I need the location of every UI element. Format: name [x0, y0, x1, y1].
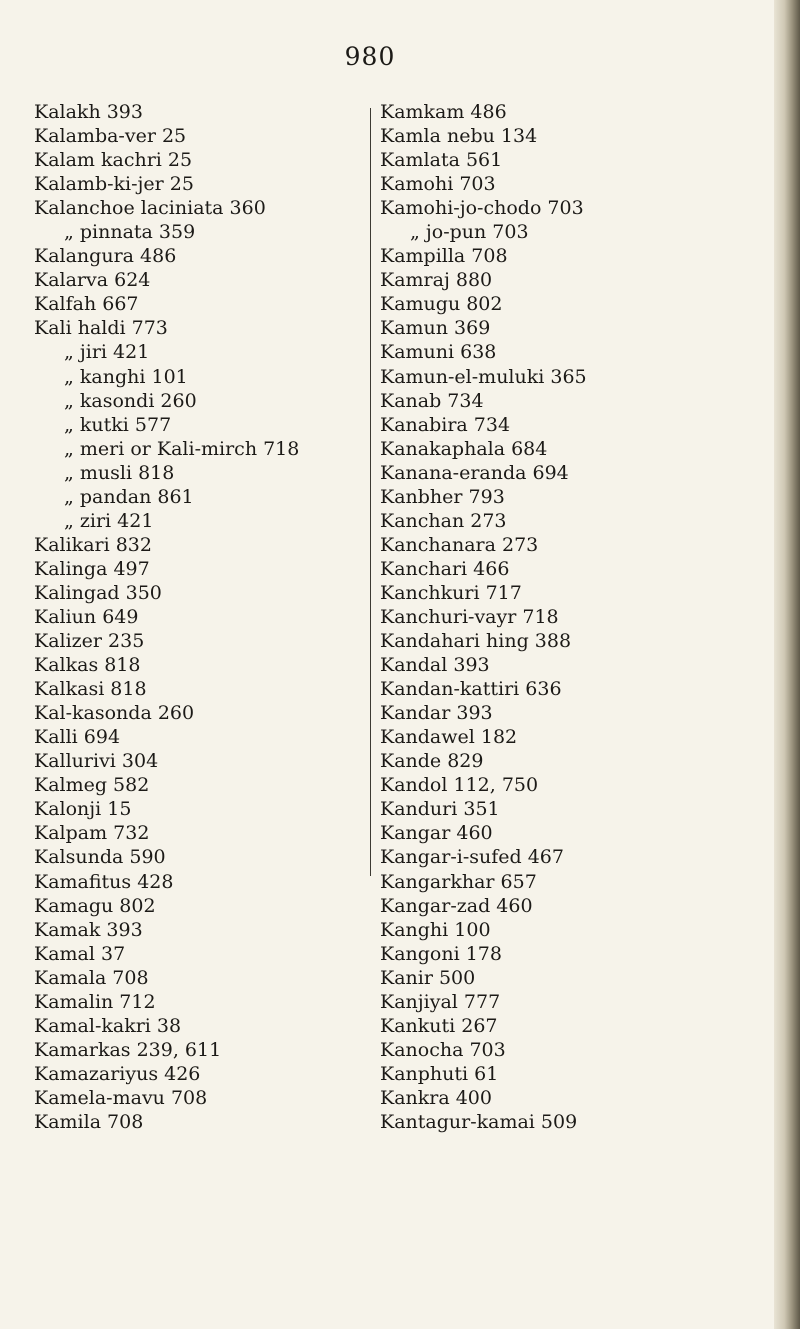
index-entry: Kamun 369	[380, 317, 491, 340]
index-entry: Kamal-kakri 38	[34, 1014, 182, 1037]
index-entry: Kankuti 267	[380, 1014, 498, 1037]
index-entry: Kamak 393	[34, 918, 143, 941]
index-entry: Kal-kasonda 260	[34, 702, 195, 725]
index-entry: „ kanghi 101	[64, 365, 188, 388]
index-entry: Kande 829	[380, 750, 484, 773]
index-entry: Kanchan 273	[380, 509, 507, 532]
index-entry: Kamagu 802	[34, 894, 156, 917]
index-entry: Kanjiyal 777	[380, 990, 501, 1013]
index-entry: Kanchari 466	[380, 557, 510, 580]
index-entry: Kamohi-jo-chodo 703	[380, 197, 584, 220]
index-entry: Kandan-kattiri 636	[380, 678, 562, 701]
index-entry: Kalikari 832	[34, 533, 152, 556]
index-entry: Kali haldi 773	[34, 317, 168, 340]
index-entry: „ kasondi 260	[64, 389, 197, 412]
index-entry: Kamkam 486	[380, 101, 507, 123]
index-entry: Kalam kachri 25	[34, 149, 193, 172]
page-edge-shadow	[774, 0, 800, 1329]
column-divider	[370, 108, 371, 876]
index-entry: Kaliun 649	[34, 605, 139, 628]
index-entry: Kalsunda 590	[34, 846, 166, 869]
index-entry: Kandahari hing 388	[380, 630, 572, 653]
index-entry: Kanphuti 61	[380, 1062, 499, 1085]
index-entry: Kalkas 818	[34, 654, 141, 677]
index-entry: Kamun-el-muluki 365	[380, 365, 587, 388]
index-entry: Kanir 500	[380, 966, 476, 989]
index-entry: Kangoni 178	[380, 942, 502, 965]
index-entry: Kalli 694	[34, 726, 121, 749]
index-entry: Kamazariyus 426	[34, 1062, 201, 1085]
index-entry: Kanocha 703	[380, 1038, 506, 1061]
index-entry: Kalkasi 818	[34, 678, 147, 701]
index-entry: Kamarkas 239, 611	[34, 1038, 222, 1061]
index-entry: Kalamba-ver 25	[34, 125, 187, 148]
index-entry: Kamla nebu 134	[380, 125, 538, 148]
index-entry: Kamlata 561	[380, 149, 503, 172]
index-entry: „ pinnata 359	[64, 221, 196, 244]
index-entry: „ ziri 421	[64, 509, 154, 532]
index-entry: Kalonji 15	[34, 798, 132, 821]
index-entry: Kamuni 638	[380, 341, 497, 364]
index-entry: Kankra 400	[380, 1086, 492, 1109]
index-entry: Kamohi 703	[380, 173, 496, 196]
index-entry: Kalfah 667	[34, 293, 139, 316]
index-entry: Kalarva 624	[34, 269, 151, 292]
index-entry: Kanabira 734	[380, 413, 511, 436]
page-number: 980	[344, 42, 396, 71]
index-entry: Kalmeg 582	[34, 774, 150, 797]
index-entry: Kanbher 793	[380, 485, 505, 508]
index-entry: Kalingad 350	[34, 581, 162, 604]
index-entry: Kamala 708	[34, 966, 149, 989]
index-entry: „ kutki 577	[64, 413, 172, 436]
index-entry: Kamalin 712	[34, 990, 156, 1013]
index-entry: Kandawel 182	[380, 726, 518, 749]
index-entry: Kamraj 880	[380, 269, 493, 292]
index-entry: Kamafitus 428	[34, 870, 174, 893]
index-entry: Kanchuri-vayr 718	[380, 605, 559, 628]
index-entry: Kamal 37	[34, 942, 126, 965]
index-entry: „ musli 818	[64, 461, 175, 484]
index-entry: Kanana-eranda 694	[380, 461, 569, 484]
index-column-right	[380, 100, 760, 1134]
index-entry: Kallurivi 304	[34, 750, 159, 773]
index-entry: Kalangura 486	[34, 245, 177, 268]
index-entry: „ meri or Kali-mirch 718	[64, 437, 300, 460]
index-entry: Kalanchoe laciniata 360	[34, 197, 266, 220]
index-entry: Kalinga 497	[34, 557, 150, 580]
index-entry: „ jiri 421	[64, 341, 150, 364]
index-entry: Kalizer 235	[34, 630, 145, 653]
index-entry: Kanab 734	[380, 389, 484, 412]
index-entry: Kandol 112, 750	[380, 774, 539, 797]
index-entry: Kanduri 351	[380, 798, 500, 821]
index-entry: Kandar 393	[380, 702, 493, 725]
index-entry: Kampilla 708	[380, 245, 508, 268]
index-entry: Kangar-i-sufed 467	[380, 846, 564, 869]
index-entry: Kamila 708	[34, 1110, 144, 1133]
index-entry: Kanghi 100	[380, 918, 491, 941]
index-entry: Kalpam 732	[34, 822, 150, 845]
index-column-left	[34, 100, 364, 1134]
index-entry: Kanchkuri 717	[380, 581, 522, 604]
index-entry: Kalamb-ki-jer 25	[34, 173, 194, 196]
index-entry: Kangar 460	[380, 822, 493, 845]
index-entry: Kangarkhar 657	[380, 870, 537, 893]
index-entry: „ jo-pun 703	[410, 221, 529, 244]
index-entry: Kandal 393	[380, 654, 490, 677]
index-entry: Kantagur-kamai 509	[380, 1110, 578, 1133]
index-entry: Kamugu 802	[380, 293, 503, 316]
index-entry: Kangar-zad 460	[380, 894, 533, 917]
index-entry: Kamela-mavu 708	[34, 1086, 208, 1109]
index-entry: Kalakh 393	[34, 101, 143, 123]
index-entry: „ pandan 861	[64, 485, 194, 508]
index-entry: Kanakaphala 684	[380, 437, 548, 460]
index-entry: Kanchanara 273	[380, 533, 539, 556]
